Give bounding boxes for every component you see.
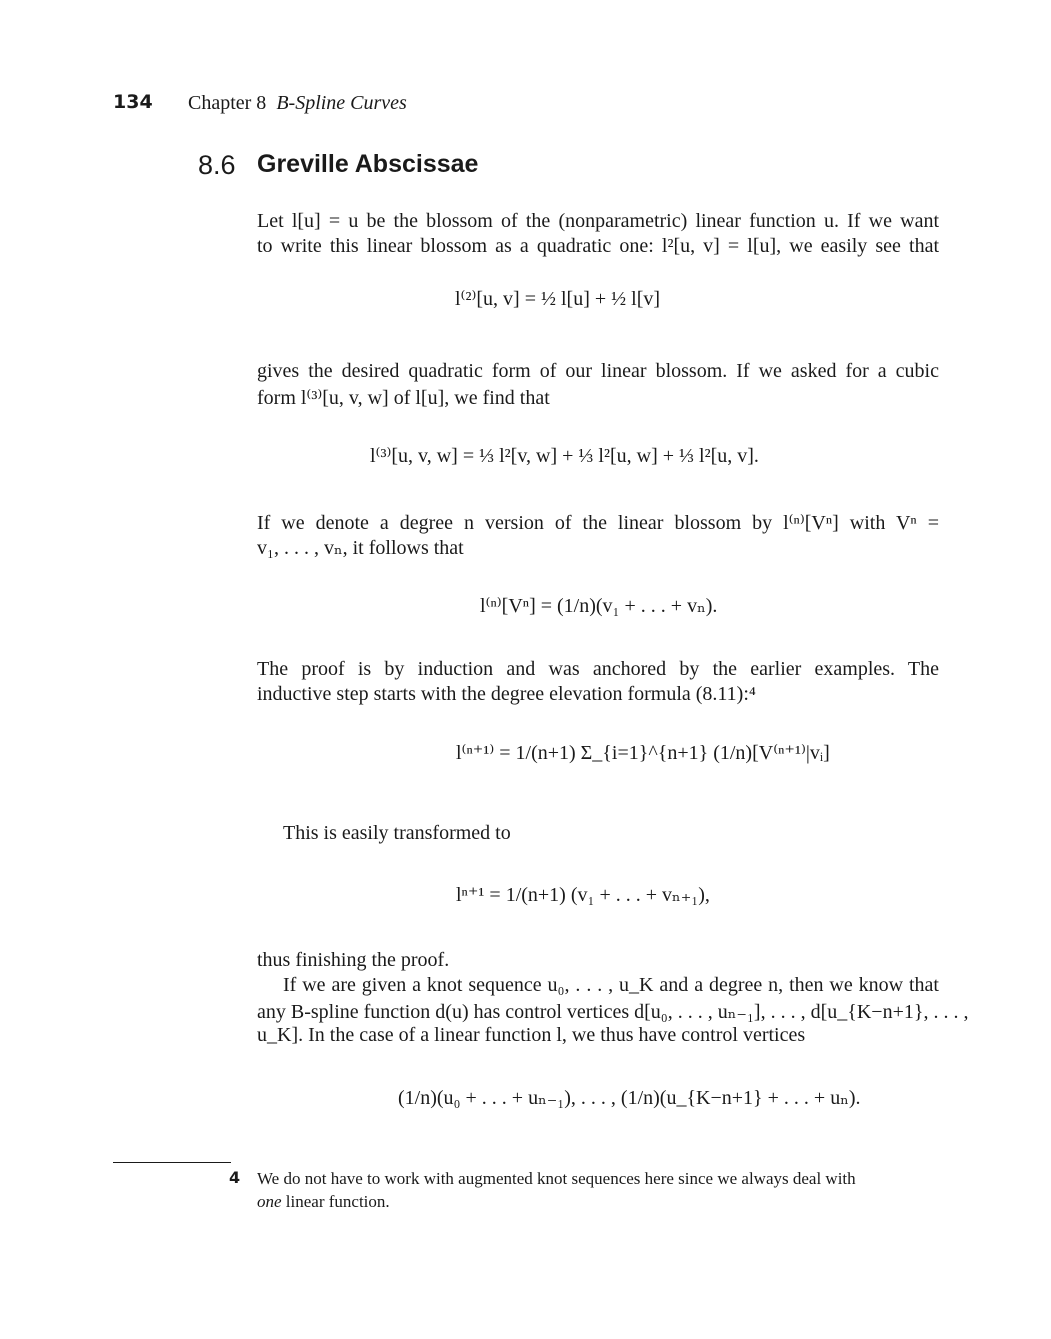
paragraph-line: to write this linear blossom as a quadratic one: l²[u, v] = l[u], we easily see that [257,235,939,257]
chapter-title: B-Spline Curves [276,92,407,114]
equation-6: (1/n)(u₀ + . . . + uₙ₋₁), . . . , (1/n)(u_{K−n+1} + . . . + uₙ). [398,1087,861,1109]
paragraph-line: Let l[u] = u be the blossom of the (nonparametric) linear function u. If we want [257,210,939,232]
paragraph-line: If we denote a degree n version of the linear blossom by l⁽ⁿ⁾[Vⁿ] with Vⁿ = [257,512,939,534]
footnote-line: We do not have to work with augmented knot sequences here since we always deal with [257,1169,856,1188]
equation-1: l⁽²⁾[u, v] = ½ l[u] + ½ l[v] [455,288,661,310]
chapter-label: Chapter 8 [188,92,267,114]
page-number: 134 [113,91,153,113]
equation-5: lⁿ⁺¹ = 1/(n+1) (v₁ + . . . + vₙ₊₁), [456,884,710,906]
paragraph-line: v₁, . . . , vₙ, it follows that [257,537,464,559]
section-title: Greville Abscissae [257,150,479,178]
paragraph-line: inductive step starts with the degree elevation formula (8.11):⁴ [257,683,756,705]
paragraph-line: form l⁽³⁾[u, v, w] of l[u], we find that [257,387,550,409]
running-header [188,92,407,115]
paragraph-line: gives the desired quadratic form of our linear blossom. If we asked for a cubic [257,360,939,382]
footnote-emphasis: one [257,1192,282,1211]
footnote-line: linear function. [281,1192,390,1211]
footnote-rule [113,1162,231,1163]
paragraph-line: This is easily transformed to [283,822,511,844]
paragraph-line: any B-spline function d(u) has control vertices d[u₀, . . . , uₙ₋₁], . . . , d[u_{K−n+1}, . . . , [257,1001,969,1023]
equation-2: l⁽³⁾[u, v, w] = ⅓ l²[v, w] + ⅓ l²[u, w] + ⅓ l²[u, v]. [370,445,759,467]
paragraph-line: u_K]. In the case of a linear function l, we thus have control vertices [257,1024,806,1046]
equation-4: l⁽ⁿ⁺¹⁾ = 1/(n+1) Σ_{i=1}^{n+1} (1/n)[V⁽ⁿ⁺¹⁾|vᵢ] [456,742,830,764]
section-number: 8.6 [198,150,236,180]
paragraph-line: If we are given a knot sequence u₀, . . . , u_K and a degree n, then we know that [283,974,939,996]
equation-3: l⁽ⁿ⁾[Vⁿ] = (1/n)(v₁ + . . . + vₙ). [480,595,718,617]
paragraph-line: thus finishing the proof. [257,949,450,971]
footnote-number: 4 [229,1168,241,1187]
paragraph-line: The proof is by induction and was anchored by the earlier examples. The [257,658,939,680]
footnote-text [257,1167,939,1213]
